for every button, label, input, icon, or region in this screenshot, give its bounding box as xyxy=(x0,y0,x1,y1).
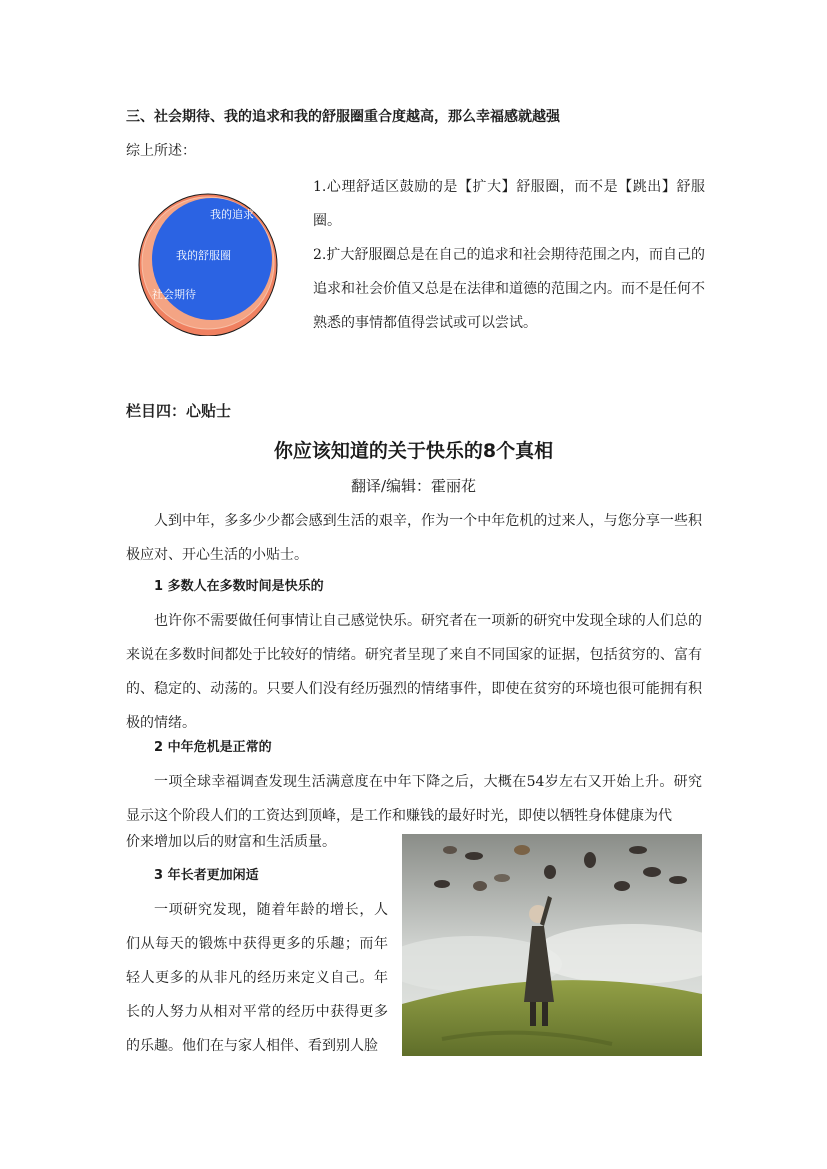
summary-label: 综上所述： xyxy=(126,143,196,159)
hat-icon xyxy=(514,845,530,855)
hat-icon xyxy=(443,846,457,854)
article-title: 你应该知道的关于快乐的8个真相 xyxy=(273,440,554,462)
item-1 xyxy=(126,570,702,740)
item-3-title: 3 年长者更加闲适 xyxy=(154,868,259,883)
hat-icon xyxy=(669,876,687,884)
narrow-column xyxy=(126,825,388,1063)
column-heading: 栏目四：心贴士 xyxy=(126,402,232,420)
point-2: 2.扩大舒服圈总是在自己的追求和社会期待范围之内，而自己的追求和社会价值又总是在法律和道德的范围之内。而不是任何不熟悉的事情都值得尝试或可以尝试。 xyxy=(313,247,705,331)
middle-label: 我的追求 xyxy=(210,208,254,221)
summary-points xyxy=(313,170,705,340)
article-author: 翻译/编辑：霍丽花 xyxy=(350,477,477,495)
hat-icon xyxy=(614,881,630,891)
hat-icon xyxy=(584,852,596,868)
right-leg xyxy=(542,1002,548,1026)
point-1: 1.心理舒适区鼓励的是【扩大】舒服圈，而不是【跳出】舒服圈。 xyxy=(313,179,705,229)
item-2-body-cont: 价来增加以后的财富和生活质量。 xyxy=(126,834,336,850)
item-3-body: 一项研究发现，随着年龄的增长，人们从每天的锻炼中获得更多的乐趣；而年轻人更多的从非凡的经历来定义自己。年长的人努力从相对平常的经历中获得更多的乐趣。他们在与家人相伴、看到别人脸 xyxy=(126,902,388,1054)
outer-label: 社会期待 xyxy=(152,288,196,301)
hat-icon xyxy=(544,865,556,879)
section-heading: 三、社会期待、我的追求和我的舒服圈重合度越高，那么幸福感就越强 xyxy=(126,109,560,125)
item-2-body: 一项全球幸福调查发现生活满意度在中年下降之后，大概在54岁左右又开始上升。研究显示这个阶段人们的工资达到顶峰，是工作和赚钱的最好时光，即使以牺牲身体健康为代 xyxy=(126,774,702,824)
hats-photo xyxy=(402,834,702,1056)
item-1-body: 也许你不需要做任何事情让自己感觉快乐。研究者在一项新的研究中发现全球的人们总的来说在多数时间都处于比较好的情绪。研究者呈现了来自不同国家的证据，包括贫穷的、富有的、稳定的、动荡的。只要人们没有经历强烈的情绪事件，即使在贫穷的环境也很可能拥有积极的情绪。 xyxy=(126,613,702,731)
nested-circles-figure xyxy=(136,170,282,336)
item-2 xyxy=(126,731,702,833)
intro-paragraph xyxy=(126,504,702,572)
hat-icon xyxy=(494,874,510,882)
intro-text: 人到中年，多多少少都会感到生活的艰辛，作为一个中年危机的过来人，与您分享一些积极应对、开心生活的小贴士。 xyxy=(126,513,702,563)
hat-icon xyxy=(473,881,487,891)
illustration xyxy=(402,834,702,1056)
hat-icon xyxy=(643,867,661,877)
hat-icon xyxy=(434,880,450,888)
venn-diagram xyxy=(136,170,282,336)
hat-icon xyxy=(629,846,647,854)
item-2-title: 2 中年危机是正常的 xyxy=(154,740,272,755)
inner-label: 我的舒服圈 xyxy=(176,249,231,262)
item-1-title: 1 多数人在多数时间是快乐的 xyxy=(154,579,324,594)
left-leg xyxy=(530,1002,536,1026)
hat-icon xyxy=(465,852,483,860)
